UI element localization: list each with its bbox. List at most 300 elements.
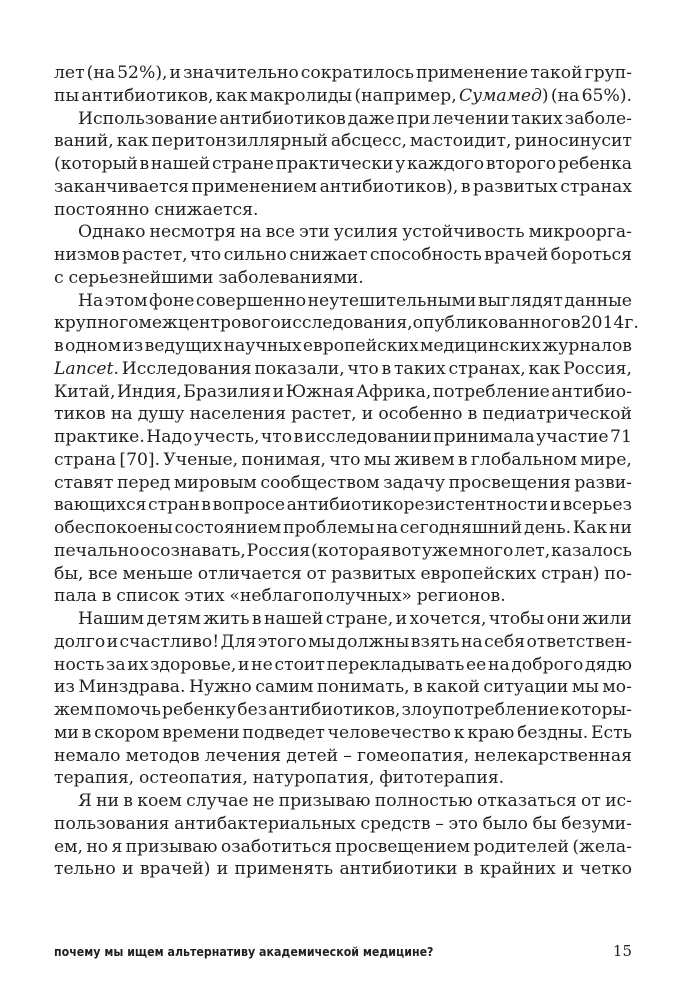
word: что xyxy=(329,449,361,470)
word: как xyxy=(528,358,561,379)
word: нашей xyxy=(263,609,324,629)
word: ситуации xyxy=(483,677,569,698)
word: и xyxy=(216,859,229,880)
word: заболеваниями. xyxy=(218,267,364,288)
word: натуропатия, xyxy=(252,768,375,789)
word: исследования, xyxy=(280,313,413,334)
word: счастливо! xyxy=(119,631,220,652)
word: жили xyxy=(582,609,632,629)
word: применять xyxy=(234,859,334,880)
text-line xyxy=(54,585,632,608)
word: на xyxy=(460,631,483,652)
word: и xyxy=(361,404,374,425)
word: неутешительными xyxy=(307,290,477,311)
word: призываю xyxy=(125,836,218,857)
word: в xyxy=(81,722,92,743)
word: 65%). xyxy=(581,85,632,106)
word: пользования xyxy=(54,813,170,834)
word: применением xyxy=(191,176,318,197)
text-line xyxy=(54,517,632,540)
word: себя xyxy=(484,631,526,652)
word: Минздрава. xyxy=(78,677,186,698)
word: понимая, xyxy=(241,449,327,470)
word: груп- xyxy=(584,63,632,83)
word: Россия xyxy=(246,540,311,561)
text-line xyxy=(54,426,632,449)
word: способность xyxy=(369,245,482,265)
word: стране, xyxy=(325,609,394,629)
word: всерьез xyxy=(562,495,632,516)
word: снижает xyxy=(289,245,368,265)
word: низмов xyxy=(54,245,120,265)
word: фоне xyxy=(149,290,195,311)
word: бы xyxy=(532,813,557,834)
word: на xyxy=(487,654,510,675)
word: «неблагополучных» xyxy=(229,586,412,607)
word: просвещения xyxy=(448,472,571,493)
text-line xyxy=(54,836,632,859)
word: нашей xyxy=(150,154,211,174)
word: коем xyxy=(137,791,182,811)
word: все xyxy=(88,563,118,584)
word: [70]. xyxy=(119,449,161,470)
word: совершенно xyxy=(195,290,307,311)
word: ребенка xyxy=(557,154,632,174)
word: немало xyxy=(54,745,121,766)
word: лет, xyxy=(514,540,551,561)
word: жем xyxy=(54,700,94,720)
word: и xyxy=(272,381,285,402)
word: бездны. xyxy=(517,722,589,743)
text-line xyxy=(54,290,632,313)
word: Однако xyxy=(78,222,146,243)
word: сегодняшний xyxy=(399,518,523,538)
word: злоупотребление xyxy=(401,700,560,720)
word: казалось xyxy=(551,540,632,561)
text-line xyxy=(54,472,632,495)
word: стран xyxy=(147,495,200,516)
word: озаботиться xyxy=(220,836,332,857)
word: антибиотиков, xyxy=(268,700,401,720)
word: Россия, xyxy=(563,358,632,379)
word: потребление xyxy=(432,381,550,402)
word: тиков xyxy=(54,404,106,425)
text-line xyxy=(54,767,632,790)
word: Для xyxy=(220,631,257,652)
word: мировым xyxy=(173,472,257,493)
word: детей xyxy=(286,745,339,766)
word: пы xyxy=(54,85,80,106)
word: Ученые, xyxy=(163,449,239,470)
word: меньше xyxy=(122,563,193,584)
word: при xyxy=(396,108,431,129)
word: не xyxy=(252,791,275,811)
word: ность xyxy=(54,654,105,675)
word: должны xyxy=(336,631,410,652)
word: в xyxy=(251,609,262,629)
word: практически xyxy=(275,154,394,174)
word: заболе- xyxy=(564,108,632,129)
word: четко xyxy=(579,859,632,880)
word: взять xyxy=(410,631,460,652)
word: стоит xyxy=(274,654,325,675)
word: такой xyxy=(530,63,583,83)
word: антибиотикорезистентности xyxy=(286,495,549,516)
word: странах xyxy=(560,176,632,197)
word: Нужно xyxy=(189,677,252,698)
word: скором xyxy=(94,722,160,743)
word: крупного xyxy=(54,313,139,334)
word: без xyxy=(237,700,268,720)
word: вопросе xyxy=(212,495,286,516)
word: растет, xyxy=(291,404,357,425)
word: в xyxy=(123,791,133,811)
word: по- xyxy=(604,563,632,584)
text-line xyxy=(54,449,632,472)
word: родителей xyxy=(473,836,569,857)
word: исследовании xyxy=(304,427,432,447)
word: я xyxy=(111,836,123,857)
word: сообществом xyxy=(260,472,380,493)
word: из xyxy=(122,336,144,356)
word: макролиды xyxy=(249,85,353,106)
word: от xyxy=(581,791,601,811)
word: – xyxy=(435,813,444,834)
word: серьезнейшими xyxy=(68,267,214,288)
word: (который xyxy=(54,154,138,174)
text-line xyxy=(54,221,632,244)
word: (на xyxy=(86,63,116,83)
word: научных xyxy=(223,336,302,356)
page-number: 15 xyxy=(612,942,632,960)
word: ответствен- xyxy=(526,631,632,652)
word: развитых xyxy=(331,563,416,584)
word: страна xyxy=(54,449,117,470)
word: заканчивается xyxy=(54,176,189,197)
word: устойчивость xyxy=(402,222,525,243)
text-line xyxy=(54,631,632,654)
word: врачей) xyxy=(139,859,211,880)
text-line xyxy=(54,722,632,745)
word: усилия xyxy=(333,222,399,243)
word: несмотря xyxy=(149,222,236,243)
word: (которая xyxy=(310,540,391,561)
word: Надо xyxy=(146,427,193,447)
word: мастоидит, xyxy=(409,131,512,152)
word: терапия, xyxy=(54,768,135,789)
word: ваний, xyxy=(54,131,114,152)
word: сократилось xyxy=(300,63,414,83)
word: методов xyxy=(125,745,200,766)
word: этих xyxy=(184,586,225,607)
text-line xyxy=(54,563,632,586)
text-line xyxy=(54,745,632,768)
word: что xyxy=(260,427,293,447)
word: было xyxy=(482,813,528,834)
word: и xyxy=(122,859,134,880)
text-line xyxy=(54,790,632,813)
word: антибиотиков), xyxy=(319,176,459,197)
word: педиатрической xyxy=(482,404,632,425)
word: риносинусит xyxy=(514,131,632,152)
word: что xyxy=(190,245,222,265)
word: подведет xyxy=(242,722,325,743)
word: постоянно xyxy=(54,199,150,220)
word: ми xyxy=(54,722,79,743)
word: которы- xyxy=(560,700,632,720)
word: в xyxy=(467,404,478,425)
word: бы, xyxy=(54,563,84,584)
word: проблемы xyxy=(283,518,375,538)
word: пала xyxy=(54,586,97,607)
word: они xyxy=(546,609,580,629)
word: список xyxy=(116,586,180,607)
word: и xyxy=(238,654,250,675)
word: лечении xyxy=(432,108,510,129)
word: особенно xyxy=(378,404,463,425)
word: 2014 xyxy=(580,313,625,334)
word: таких xyxy=(394,358,446,379)
word: детям xyxy=(146,609,201,629)
text-line xyxy=(54,85,632,108)
text-line xyxy=(54,108,632,131)
word: и xyxy=(106,631,119,652)
word: разви- xyxy=(574,472,632,493)
word: и xyxy=(562,859,574,880)
word: микроорга- xyxy=(528,222,632,243)
text-line xyxy=(54,494,632,517)
word: гомеопатия, xyxy=(356,745,470,766)
word: мы xyxy=(308,631,336,652)
word: призываю xyxy=(278,791,371,811)
word: (жела- xyxy=(572,836,632,857)
text-line xyxy=(54,176,632,199)
word: средств xyxy=(360,813,431,834)
word: второго xyxy=(485,154,557,174)
word: значительно xyxy=(183,63,299,83)
word: сильно xyxy=(223,245,287,265)
word: чтобы xyxy=(488,609,545,629)
word: мы xyxy=(363,449,391,470)
text-line xyxy=(54,153,632,176)
word: каждого xyxy=(407,154,485,174)
word: растет, xyxy=(122,245,188,265)
word: ни xyxy=(608,518,632,538)
text-line xyxy=(54,608,632,631)
word: межцентрового xyxy=(138,313,281,334)
word: таких xyxy=(511,108,563,129)
word: в xyxy=(460,176,471,197)
word: ставят xyxy=(54,472,114,493)
word: лечения xyxy=(204,745,282,766)
word: Есть xyxy=(590,722,632,743)
word: ни xyxy=(96,791,120,811)
word: в xyxy=(201,495,211,516)
word: принимала xyxy=(433,427,535,447)
body-text xyxy=(54,62,639,881)
word: остеопатия, xyxy=(138,768,248,789)
word: ее xyxy=(465,654,487,675)
word: перед xyxy=(116,472,171,493)
word: На xyxy=(78,290,104,311)
word: долго xyxy=(54,631,106,652)
word: мире, xyxy=(580,449,632,470)
word: печально xyxy=(54,540,140,561)
word: и xyxy=(169,63,182,83)
word: осознавать, xyxy=(140,540,246,561)
word: понимать, xyxy=(316,677,410,698)
word: в xyxy=(101,586,112,607)
word: Использование xyxy=(78,108,218,129)
text-line xyxy=(54,654,632,677)
word: учесть, xyxy=(193,427,260,447)
word: к xyxy=(453,722,465,743)
word: нелекарственная xyxy=(474,745,632,766)
word: этом xyxy=(104,290,148,311)
word: не xyxy=(251,654,273,675)
word: антибио- xyxy=(551,381,632,402)
word: Китай, xyxy=(54,381,116,402)
word: врачей xyxy=(484,245,549,265)
word: Сумамед) xyxy=(458,85,549,106)
word: вот xyxy=(391,540,422,561)
word: полностью xyxy=(374,791,473,811)
word: ведущих xyxy=(144,336,223,356)
word: их xyxy=(127,654,149,675)
word: глобальном xyxy=(470,449,578,470)
word: Бразилия xyxy=(183,381,272,402)
text-line xyxy=(54,267,632,290)
word: в xyxy=(381,358,392,379)
word: из xyxy=(54,677,75,698)
word: эти xyxy=(299,222,330,243)
word: в xyxy=(139,154,150,174)
word: 71 xyxy=(610,427,632,447)
word: 52%), xyxy=(117,63,168,83)
word: перекладывать xyxy=(326,654,465,675)
text-line xyxy=(54,813,632,836)
word: хочется, xyxy=(409,609,487,629)
word: тельно xyxy=(54,859,116,880)
text-line xyxy=(54,540,632,563)
word: выглядят xyxy=(477,290,563,311)
word: развитых xyxy=(473,176,558,197)
word: ребенку xyxy=(162,700,237,720)
word: просвещением xyxy=(335,836,471,857)
word: антибиотики xyxy=(339,859,458,880)
word: Lancet. xyxy=(54,358,119,379)
word: этого xyxy=(257,631,307,652)
word: медицинских xyxy=(420,336,542,356)
word: (например, xyxy=(354,85,457,106)
word: данные xyxy=(564,290,632,311)
word: живем xyxy=(394,449,455,470)
word: на xyxy=(376,518,398,538)
text-line xyxy=(54,244,632,267)
running-title: почему мы ищем альтернативу академической медицине? xyxy=(54,945,434,959)
word: стран) xyxy=(541,563,600,584)
word: вающихся xyxy=(54,495,147,516)
word: день. xyxy=(524,518,572,538)
word: регионов. xyxy=(416,586,506,607)
word: г. xyxy=(624,313,639,334)
word: человечество xyxy=(327,722,452,743)
word: бороться xyxy=(550,245,632,265)
word: даже xyxy=(347,108,395,129)
text-line xyxy=(54,335,632,358)
text-line xyxy=(54,676,632,699)
word: времени xyxy=(162,722,240,743)
word: европейских xyxy=(302,336,419,356)
word: антибактериальных xyxy=(174,813,356,834)
word: Как xyxy=(572,518,608,538)
word: крайних xyxy=(479,859,556,880)
word: журналов xyxy=(542,336,632,356)
word: как xyxy=(215,85,248,106)
word: стране xyxy=(211,154,274,174)
word: практике. xyxy=(54,427,145,447)
word: уже xyxy=(421,540,458,561)
word: Исследования xyxy=(121,358,252,379)
word: дядю xyxy=(584,654,632,675)
word: на xyxy=(239,222,262,243)
word: у xyxy=(395,154,406,174)
word: мы xyxy=(571,677,599,698)
word: самим xyxy=(255,677,314,698)
word: и xyxy=(395,609,408,629)
word: Южная xyxy=(285,381,355,402)
word: ис- xyxy=(605,791,632,811)
word: мо- xyxy=(602,677,632,698)
text-line xyxy=(54,699,632,722)
text-line xyxy=(54,403,632,426)
text-line xyxy=(54,858,632,881)
word: в xyxy=(54,336,64,356)
word: (на xyxy=(550,85,580,106)
page-footer xyxy=(54,942,632,960)
word: Индия, xyxy=(116,381,182,402)
word: показали, xyxy=(254,358,345,379)
text-line xyxy=(54,62,632,85)
word: жить xyxy=(203,609,250,629)
word: опубликованного xyxy=(412,313,571,334)
word: участие xyxy=(536,427,609,447)
word: населения xyxy=(189,404,286,425)
word: фитотерапия. xyxy=(379,768,505,789)
word: снижается. xyxy=(154,199,259,220)
word: как xyxy=(116,131,149,152)
word: Нашим xyxy=(78,609,145,629)
text-line xyxy=(54,199,632,222)
word: что xyxy=(347,358,379,379)
word: лет xyxy=(54,63,85,83)
word: и xyxy=(549,495,562,516)
word: перитонзиллярный xyxy=(151,131,328,152)
word: много xyxy=(458,540,514,561)
word: отличается xyxy=(197,563,302,584)
word: задачу xyxy=(383,472,446,493)
word: в xyxy=(463,859,474,880)
word: в xyxy=(570,313,581,334)
text-line xyxy=(54,358,632,381)
word: в xyxy=(413,677,423,698)
word: на xyxy=(110,404,133,425)
word: обеспокоены xyxy=(54,518,173,538)
word: с xyxy=(54,267,64,288)
word: одном xyxy=(65,336,122,356)
word: в xyxy=(293,427,304,447)
word: – xyxy=(343,745,352,766)
